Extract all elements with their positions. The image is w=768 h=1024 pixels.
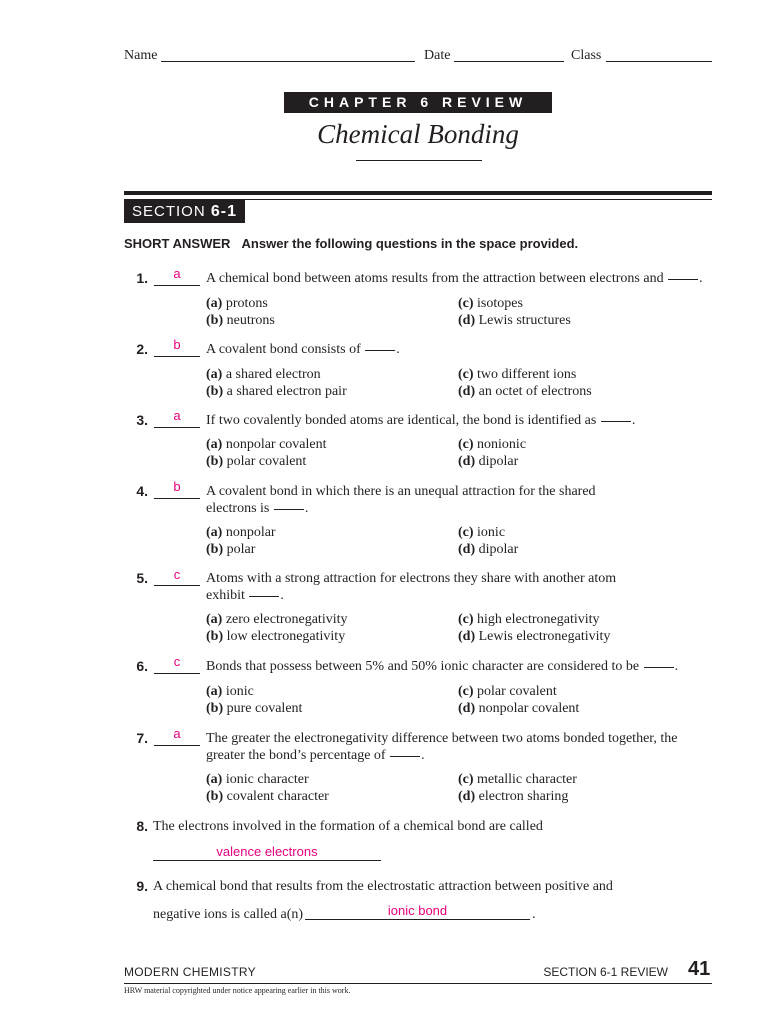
question-stem: Bonds that possess between 5% and 50% ionic character are considered to be .: [206, 659, 679, 674]
option-b: (b) covalent character: [206, 789, 329, 804]
question-number: 3.: [136, 412, 148, 428]
question-stem: A chemical bond that results from the electrostatic attraction between positive and: [153, 879, 613, 894]
option-b: (b) polar: [206, 542, 256, 557]
footer-rule: [124, 983, 712, 984]
option-d: (d) dipolar: [458, 454, 519, 469]
option-a: (a) ionic: [206, 684, 254, 699]
option-d: (d) an octet of electrons: [458, 384, 592, 399]
question-number: 9.: [136, 878, 148, 894]
answer-blank[interactable]: [154, 427, 200, 428]
answer-blank[interactable]: [305, 919, 530, 920]
title-underline: [356, 160, 482, 161]
answer-blank[interactable]: [154, 285, 200, 286]
answer-blank[interactable]: [154, 585, 200, 586]
name-label: Name: [124, 48, 158, 63]
answer-text: a: [173, 408, 181, 423]
chapter-banner: CHAPTER 6 REVIEW: [284, 92, 552, 113]
question-stem: The electrons involved in the formation of a chemical bond are called: [153, 819, 543, 834]
question-number: 5.: [136, 570, 148, 586]
question-stem: If two covalently bonded atoms are identical, the bond is identified as .: [206, 413, 636, 428]
question-number: 7.: [136, 730, 148, 746]
answer-blank[interactable]: [154, 498, 200, 499]
option-b: (b) low electronegativity: [206, 629, 346, 644]
section-tab-number: 6-1: [210, 203, 237, 220]
answer-text: b: [173, 479, 181, 494]
instructions-text: Answer the following questions in the space provided.: [241, 236, 579, 251]
option-b: (b) polar covalent: [206, 454, 307, 469]
question-stem: A covalent bond consists of .: [206, 342, 400, 357]
option-a: (a) nonpolar: [206, 525, 276, 540]
question-number: 1.: [136, 270, 148, 286]
instructions: [124, 236, 578, 251]
option-d: (d) Lewis electronegativity: [458, 629, 611, 644]
option-b: (b) neutrons: [206, 313, 275, 328]
answer-blank[interactable]: [154, 745, 200, 746]
date-label: Date: [424, 48, 451, 63]
question-number: 6.: [136, 658, 148, 674]
answer-text: b: [173, 337, 181, 352]
answer-text: c: [173, 567, 181, 582]
question-number: 4.: [136, 483, 148, 499]
option-c: (c) high electronegativity: [458, 612, 600, 627]
instructions-lead: SHORT ANSWER: [124, 236, 231, 251]
answer-blank[interactable]: [154, 673, 200, 674]
option-b: (b) pure covalent: [206, 701, 303, 716]
question-end-period: .: [532, 907, 536, 922]
option-c: (c) ionic: [458, 525, 506, 540]
answer-text: ionic bond: [387, 903, 448, 918]
answer-text: c: [173, 654, 181, 669]
option-d: (d) Lewis structures: [458, 313, 571, 328]
option-d: (d) dipolar: [458, 542, 519, 557]
footer-section-label: SECTION 6-1 REVIEW: [543, 965, 668, 979]
class-field[interactable]: [606, 61, 712, 62]
question-number: 8.: [136, 818, 148, 834]
option-c: (c) metallic character: [458, 772, 577, 787]
section-tab: [124, 200, 245, 223]
date-field[interactable]: [454, 61, 564, 62]
question-stem: The greater the electronegativity difference between two atoms bonded together, the greater the bond’s percentage of .: [206, 731, 678, 763]
answer-text: a: [173, 726, 181, 741]
answer-blank[interactable]: [153, 860, 381, 861]
footer-book-title: MODERN CHEMISTRY: [124, 965, 256, 979]
option-b: (b) a shared electron pair: [206, 384, 347, 399]
answer-blank[interactable]: [154, 356, 200, 357]
option-c: (c) polar covalent: [458, 684, 557, 699]
option-a: (a) ionic character: [206, 772, 309, 787]
option-d: (d) electron sharing: [458, 789, 569, 804]
chapter-title: Chemical Bonding: [317, 119, 519, 149]
name-field[interactable]: [161, 61, 415, 62]
option-c: (c) two different ions: [458, 367, 577, 382]
option-a: (a) zero electronegativity: [206, 612, 348, 627]
copyright-notice: HRW material copyrighted under notice appearing earlier in this work.: [124, 986, 351, 995]
page-number: 41: [688, 958, 711, 980]
option-c: (c) isotopes: [458, 296, 523, 311]
question-stem-line2: negative ions is called a(n): [153, 907, 304, 922]
question-stem: A covalent bond in which there is an unequal attraction for the shared electrons is .: [206, 484, 596, 516]
question-stem: Atoms with a strong attraction for electrons they share with another atom exhibit .: [206, 571, 617, 603]
option-a: (a) nonpolar covalent: [206, 437, 327, 452]
option-d: (d) nonpolar covalent: [458, 701, 580, 716]
class-label: Class: [571, 48, 602, 63]
question-stem: A chemical bond between atoms results from the attraction between electrons and .: [206, 271, 703, 286]
answer-text: valence electrons: [216, 844, 318, 859]
option-a: (a) a shared electron: [206, 367, 321, 382]
answer-text: a: [173, 266, 181, 281]
question-number: 2.: [136, 341, 148, 357]
section-rule-thick: [124, 191, 712, 195]
option-c: (c) nonionic: [458, 437, 527, 452]
section-tab-prefix: SECTION: [132, 203, 206, 220]
option-a: (a) protons: [206, 296, 268, 311]
